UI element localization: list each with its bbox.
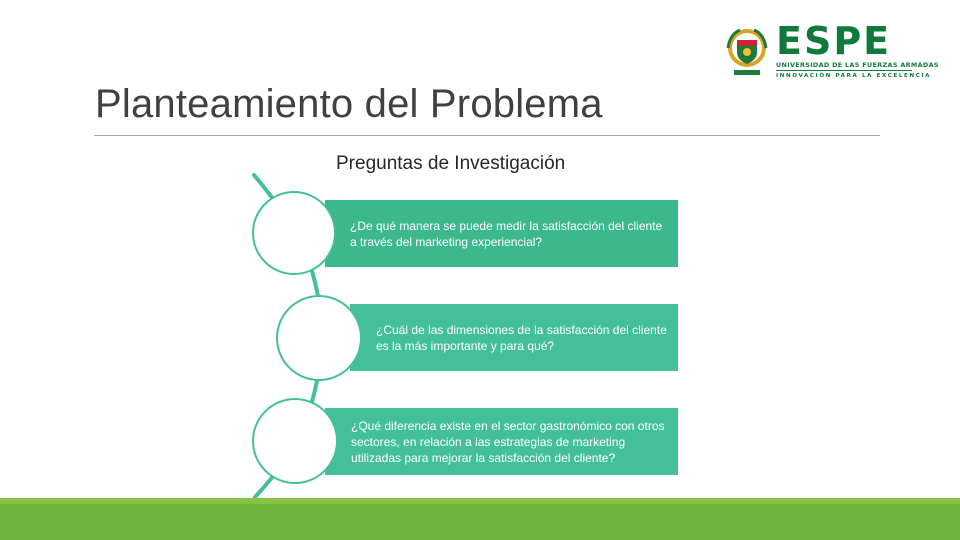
question-box-3 — [325, 408, 678, 475]
diagram-heading: Preguntas de Investigación — [336, 153, 566, 174]
question-box-1 — [325, 200, 678, 267]
question-marker-3 — [252, 398, 338, 484]
logo-wordmark: ESPE — [776, 19, 892, 63]
logo-subtitle: UNIVERSIDAD DE LAS FUERZAS ARMADAS — [776, 61, 939, 69]
slide-title: Planteamiento del Problema — [95, 82, 603, 126]
question-marker-1 — [252, 191, 336, 275]
question-text: ¿Cuál de las dimensiones de la satisfacción del cliente es la más importante y para qué? — [376, 322, 667, 353]
question-marker-2 — [276, 295, 362, 381]
footer-bar — [0, 504, 960, 540]
question-text: ¿De qué manera se puede medir la satisfacción del cliente a través del marketing experiencial? — [350, 218, 663, 249]
question-box-2 — [350, 304, 678, 371]
logo-tagline: INNOVACIÓN PARA LA EXCELENCIA — [776, 73, 932, 79]
question-text: ¿Qué diferencia existe en el sector gastronómico con otros sectores, en relación a las estrategias de marketing utilizadas para mejorar la satisfacción del cliente? — [351, 418, 665, 465]
